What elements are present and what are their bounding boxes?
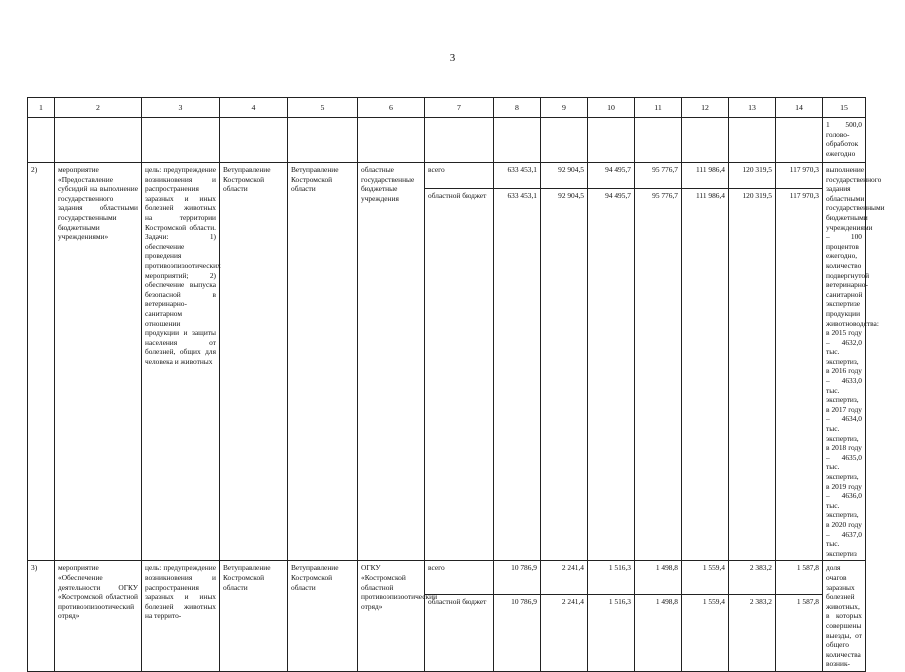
column-number: 14 [776, 98, 823, 118]
row-number: 2) [28, 163, 55, 561]
column-number: 10 [588, 98, 635, 118]
column-number: 11 [635, 98, 682, 118]
amount-cell: 10 786,9 [494, 561, 541, 594]
indicator-cell: выполнение государственного задания областными государственными бюджетными учреждениями – 100 процентов ежегодно, количество подвергнутой ветеринарно-санитарной экспертизе продукции животноводства: в 2015 году – 4632,0 тыс. экспертиз, в 2016 году – 4633,0 тыс. экспертиз, в 2017 году – 4634,0 тыс. экспертиз, в 2018 году – 4635,0 тыс. экспертиз, в 2019 году – 4636,0 тыс. экспертиз, в 2020 году – 4637,0 тыс. экспертиз [823, 163, 866, 561]
amount-cell: 94 495,7 [588, 163, 635, 189]
row-number: 3) [28, 561, 55, 672]
table-row [28, 163, 866, 189]
amount-cell: 1 516,3 [588, 594, 635, 671]
amount-cell: 120 319,5 [729, 188, 776, 560]
amount-cell: 1 559,4 [682, 594, 729, 671]
column-number: 15 [823, 98, 866, 118]
amount-cell: 92 904,5 [541, 188, 588, 560]
column-number: 2 [55, 98, 142, 118]
column-number: 8 [494, 98, 541, 118]
column-number: 9 [541, 98, 588, 118]
column-number: 4 [220, 98, 288, 118]
amount-cell: 1 516,3 [588, 561, 635, 594]
funding-source: всего [425, 163, 494, 189]
column-number: 13 [729, 98, 776, 118]
amount-cell: 1 498,8 [635, 561, 682, 594]
table-row [28, 561, 866, 594]
participants-cell: областные государственные бюджетные учреждения [358, 163, 425, 561]
measure-cell: мероприятие «Предоставление субсидий на выполнение государственного задания областными государственными бюджетными учреждениями» [55, 163, 142, 561]
amount-cell: 1 587,8 [776, 561, 823, 594]
amount-cell: 92 904,5 [541, 163, 588, 189]
amount-cell: 95 776,7 [635, 188, 682, 560]
amount-cell: 120 319,5 [729, 163, 776, 189]
amount-cell: 2 241,4 [541, 561, 588, 594]
amount-cell: 1 559,4 [682, 561, 729, 594]
funding-source: областной бюджет [425, 594, 494, 671]
goal-cell: цель: предупреждение возникновения и распространения заразных и иных болезней животных на территории Костромской области. Задачи: 1) обеспечение проведения противоэпизоотических мероприятий; 2) обеспечение выпуска безопасной в ветеринарно-санитарном отношении продукции и защиты населения от болезней, общих для человека и животных [142, 163, 220, 561]
amount-cell: 2 241,4 [541, 594, 588, 671]
page-number: 3 [449, 52, 456, 64]
amount-cell: 111 986,4 [682, 163, 729, 189]
amount-cell: 117 970,3 [776, 188, 823, 560]
column-number: 3 [142, 98, 220, 118]
coexecutor-cell: Ветуправление Костромской области [288, 561, 358, 672]
coexecutor-cell: Ветуправление Костромской области [288, 163, 358, 561]
amount-cell: 2 383,2 [729, 561, 776, 594]
column-number: 1 [28, 98, 55, 118]
executor-cell: Ветуправление Костромской области [220, 561, 288, 672]
amount-cell: 1 498,8 [635, 594, 682, 671]
participants-cell: ОГКУ «Костромской областной противоэпизоотический отряд» [358, 561, 425, 672]
amount-cell: 94 495,7 [588, 188, 635, 560]
column-number: 6 [358, 98, 425, 118]
amount-cell: 117 970,3 [776, 163, 823, 189]
amount-cell: 633 453,1 [494, 188, 541, 560]
funding-source: всего [425, 561, 494, 594]
amount-cell: 111 986,4 [682, 188, 729, 560]
amount-cell: 95 776,7 [635, 163, 682, 189]
indicator-cell: 1 500,0 голово-обработок ежегодно [823, 118, 866, 163]
indicator-cell: доля очагов заразных болезней животных, в которых совершены выезды, от общего количества возник- [823, 561, 866, 672]
amount-cell: 10 786,9 [494, 594, 541, 671]
column-number: 7 [425, 98, 494, 118]
carry-over-row [28, 118, 866, 163]
funding-source: областной бюджет [425, 188, 494, 560]
column-number: 12 [682, 98, 729, 118]
amount-cell: 1 587,8 [776, 594, 823, 671]
measure-cell: мероприятие «Обеспечение деятельности ОГКУ «Костромской областной противоэпизоотический отряд» [55, 561, 142, 672]
goal-cell: цель: предупреждение возникновения и распространения заразных и иных болезней животных на террито- [142, 561, 220, 672]
amount-cell: 2 383,2 [729, 594, 776, 671]
program-measures-table [27, 97, 885, 672]
amount-cell: 633 453,1 [494, 163, 541, 189]
column-number: 5 [288, 98, 358, 118]
column-number-row [28, 98, 866, 118]
executor-cell: Ветуправление Костромской области [220, 163, 288, 561]
